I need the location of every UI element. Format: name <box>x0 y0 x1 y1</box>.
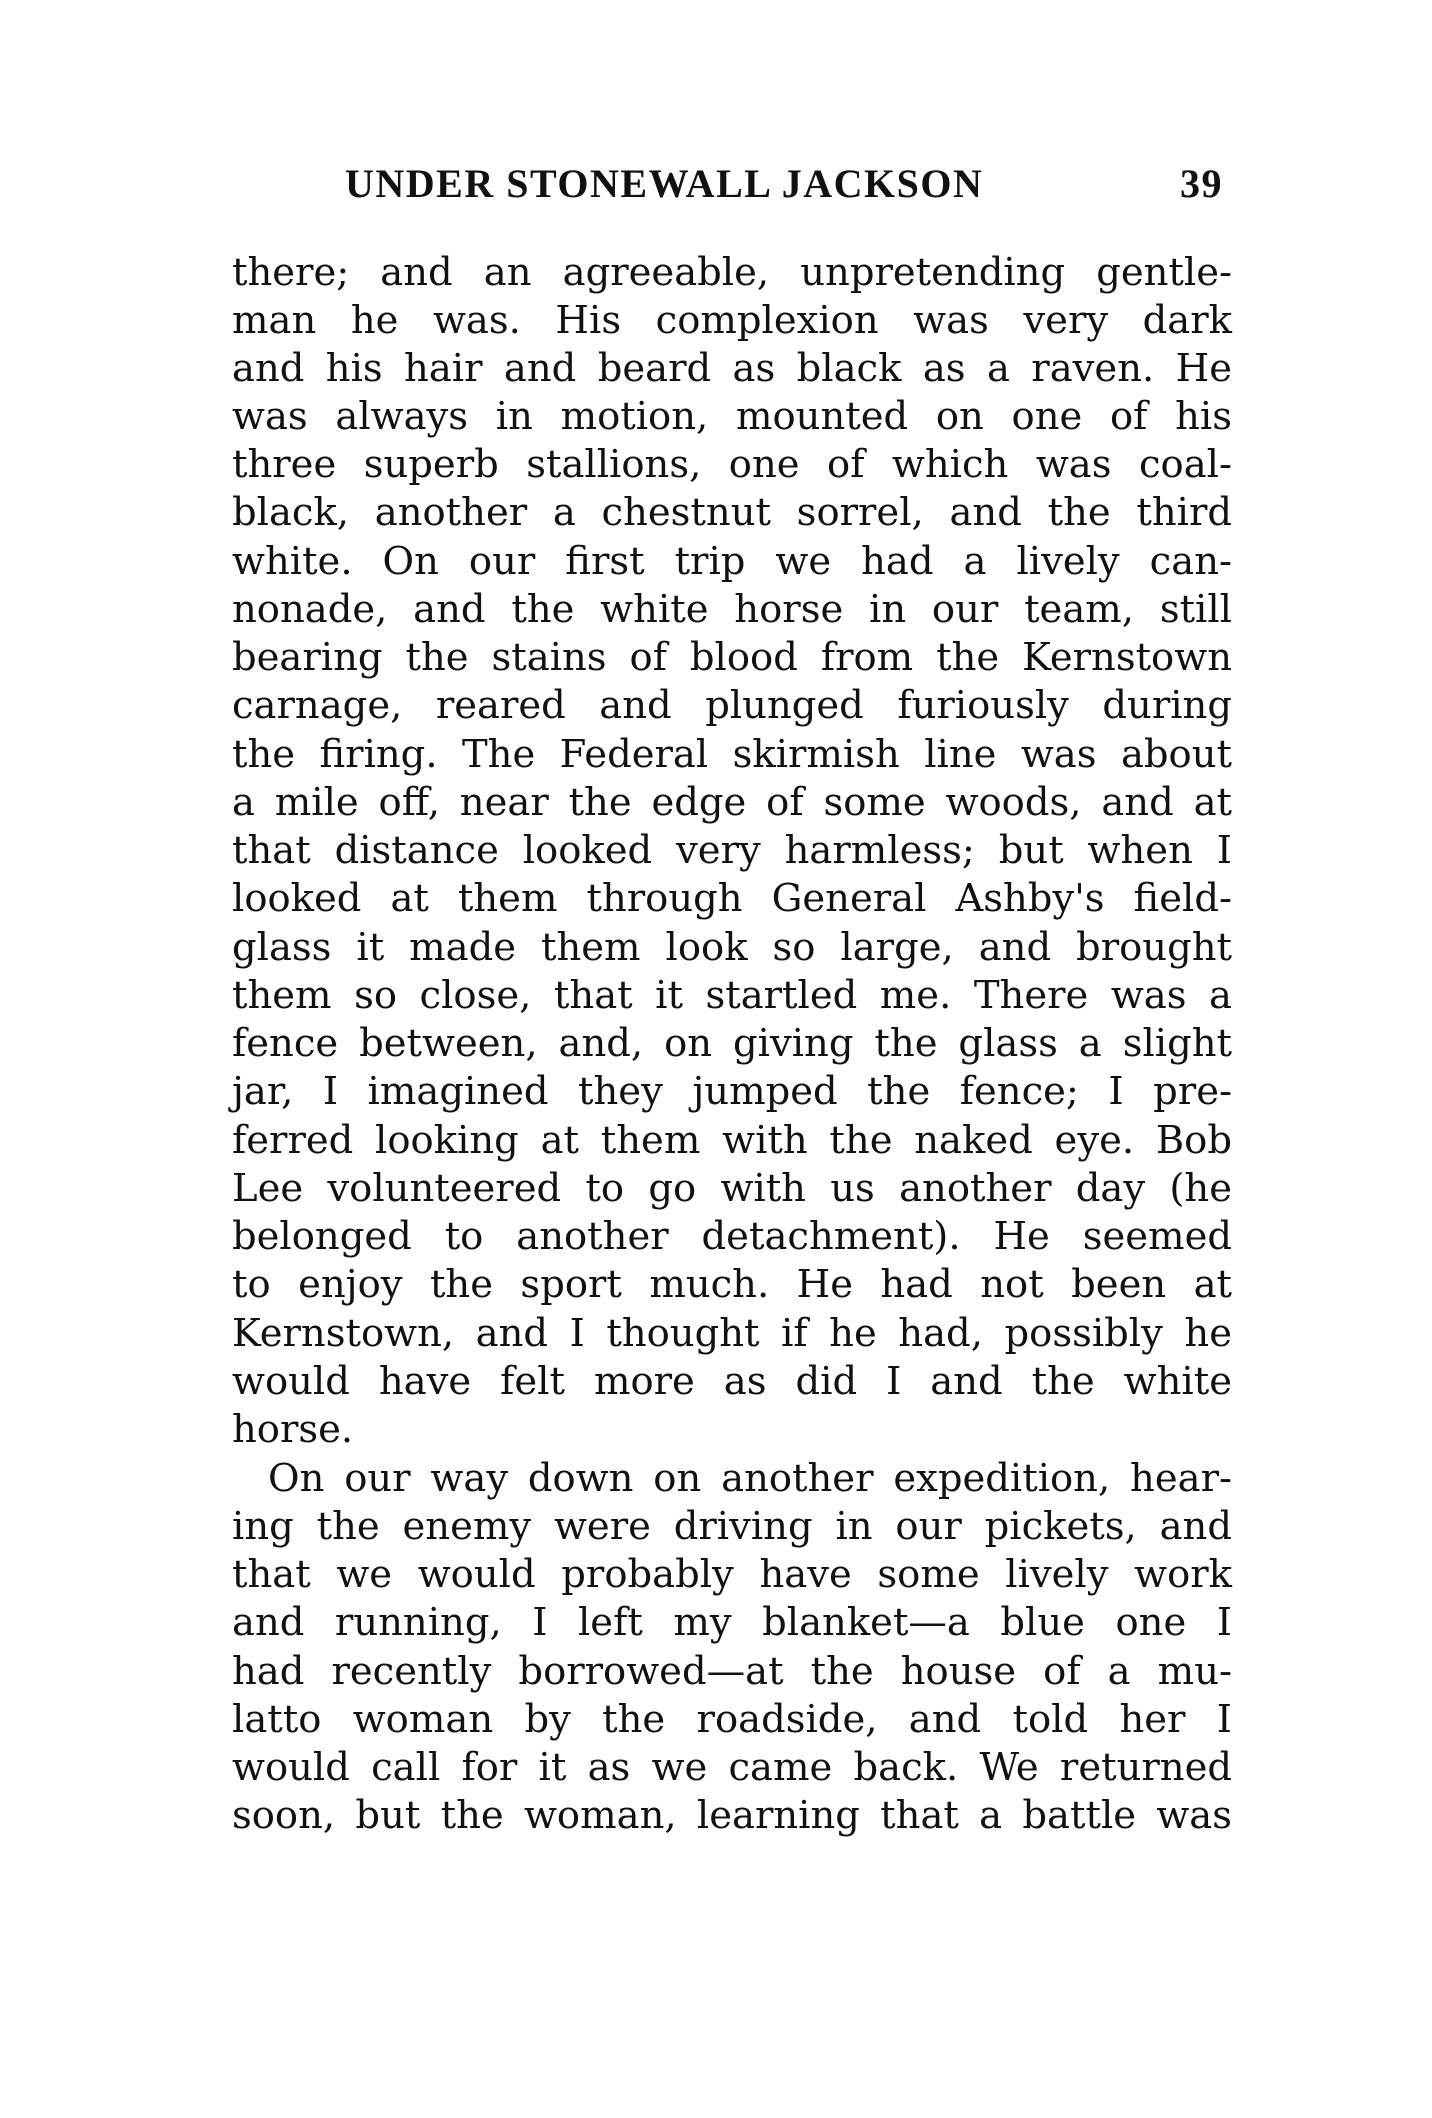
text-line: ing the enemy were driving in our pickets, and <box>232 1504 1232 1549</box>
text-line: latto woman by the roadside, and told her I <box>232 1697 1232 1742</box>
text-line: there; and an agreeable, unpretending gentle- <box>232 250 1232 295</box>
running-head <box>345 156 1235 212</box>
text-line: a mile off, near the edge of some woods, and at <box>232 780 1232 825</box>
text-line: Kernstown, and I thought if he had, possibly he <box>232 1311 1232 1356</box>
text-line: On our way down on another expedition, hear- <box>268 1456 1232 1501</box>
text-line: them so close, that it startled me. There was a <box>232 973 1232 1018</box>
text-line: would have felt more as did I and the white <box>232 1359 1232 1404</box>
text-line: looked at them through General Ashby's field- <box>232 876 1232 921</box>
text-line: and running, I left my blanket—a blue one I <box>232 1600 1232 1645</box>
text-line: horse. <box>232 1407 354 1452</box>
text-line: bearing the stains of blood from the Kernstown <box>232 635 1232 680</box>
text-line: glass it made them look so large, and brought <box>232 925 1232 970</box>
text-line: and his hair and beard as black as a raven. He <box>232 346 1232 391</box>
text-line: was always in motion, mounted on one of his <box>232 394 1232 439</box>
text-line: black, another a chestnut sorrel, and the third <box>232 490 1232 535</box>
text-line: white. On our first trip we had a lively can- <box>232 539 1232 584</box>
text-line: Lee volunteered to go with us another day (he <box>232 1166 1232 1211</box>
text-line: fence between, and, on giving the glass a slight <box>232 1021 1232 1066</box>
text-line: ferred looking at them with the naked eye. Bob <box>232 1118 1232 1163</box>
text-line: had recently borrowed—at the house of a mu- <box>232 1649 1232 1694</box>
text-line: that distance looked very harmless; but when I <box>232 828 1232 873</box>
text-line: would call for it as we came back. We returned <box>232 1745 1232 1790</box>
text-line: carnage, reared and plunged furiously during <box>232 683 1232 728</box>
text-line: jar, I imagined they jumped the fence; I pre- <box>232 1069 1232 1114</box>
text-line: three superb stallions, one of which was coal- <box>232 442 1232 487</box>
text-line: to enjoy the sport much. He had not been at <box>232 1262 1232 1307</box>
page-number: 39 <box>1180 161 1223 206</box>
text-line: man he was. His complexion was very dark <box>232 298 1232 343</box>
text-line: soon, but the woman, learning that a battle was <box>232 1793 1232 1838</box>
text-line: belonged to another detachment). He seemed <box>232 1214 1232 1259</box>
text-line: the firing. The Federal skirmish line was about <box>232 732 1232 777</box>
text-line: nonade, and the white horse in our team, still <box>232 587 1232 632</box>
text-line: that we would probably have some lively work <box>232 1552 1232 1597</box>
running-title: UNDER STONEWALL JACKSON <box>345 161 984 206</box>
